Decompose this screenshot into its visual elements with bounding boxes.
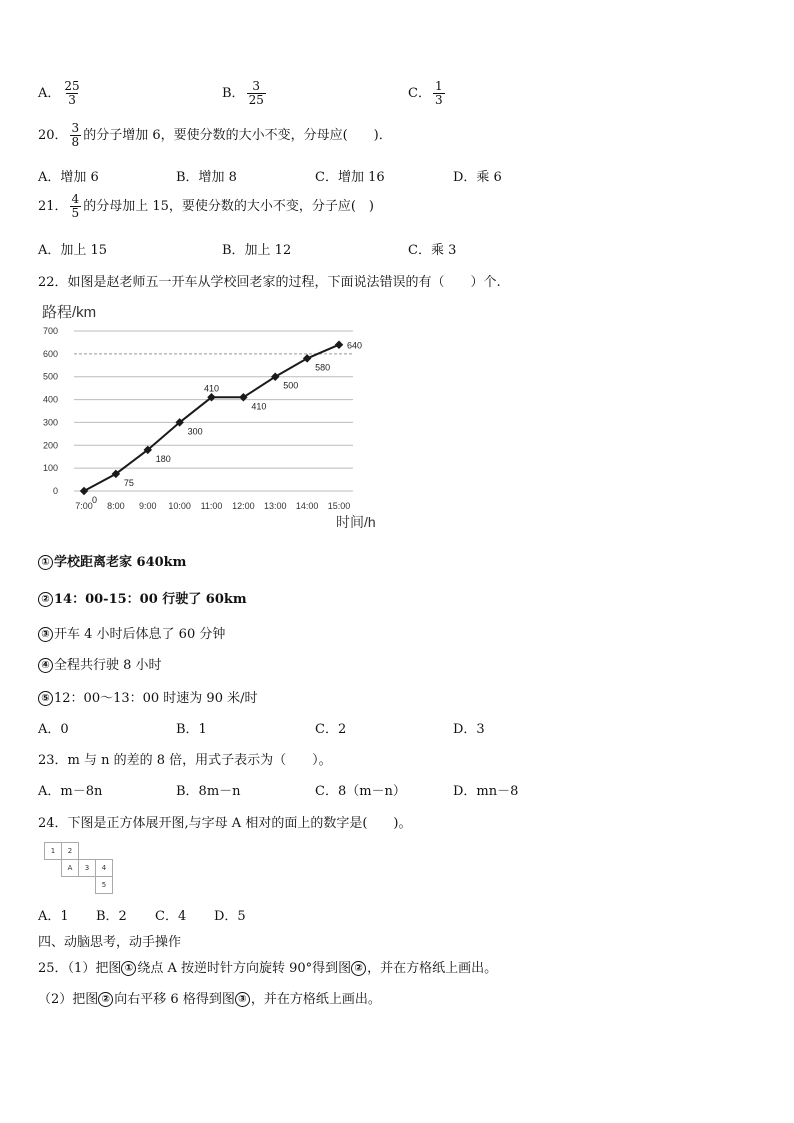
net-face-1: 1 [45,843,62,860]
data-point-marker [303,354,311,362]
q22-title: 22．如图是赵老师五一开车从学校回老家的过程，下面说法错误的有（ ）个. [38,275,501,290]
q20-option-b: B．增加 8 [176,170,237,185]
data-label: 410 [251,401,267,412]
q23-option-b: B．8m－n [176,784,241,799]
statement-text: 开车 4 小时后体息了 60 分钟 [54,627,226,642]
net-face-2: 2 [62,843,79,860]
section-4-title: 四、动脑思考，动手操作 [38,935,182,950]
circled-number-1: ① [121,961,136,976]
q25-part-1 [38,957,497,976]
statement-text: 全程共行驶 8 小时 [54,658,162,673]
q22-option-d: D．3 [453,722,485,737]
q22-statement-1 [38,551,186,570]
y-tick-label: 500 [42,371,58,382]
net-empty [62,877,79,894]
q19-option-a [38,80,84,107]
q20-option-c: C．增加 16 [315,170,385,185]
fraction-denominator: 8 [71,135,80,149]
x-tick-label: 11:00 [200,501,223,511]
net-empty [96,843,113,860]
x-tick-label: 15:00 [327,501,351,511]
chart-x-axis-label: 时间/h [336,514,376,530]
cube-net-diagram [44,842,113,894]
q20-text: 的分子增加 6，要使分数的大小不变，分母应( )． [83,128,392,143]
circled-number-3: ③ [38,627,53,642]
data-label: 75 [123,477,134,488]
net-face-a: A [62,860,79,877]
y-tick-label: 300 [42,417,58,428]
x-tick-label: 12:00 [232,501,255,511]
q22-statement-4 [38,654,162,673]
circled-number-4: ④ [38,658,53,673]
q22-option-a: A．0 [38,722,69,737]
q24-option-b: B．2 [96,909,127,924]
chart-series-line [84,345,339,491]
q22-statement-2 [38,588,247,607]
data-label: 580 [315,362,331,373]
fraction-denominator: 3 [68,93,76,107]
data-label: 180 [155,453,171,464]
fraction-numerator: 3 [71,121,80,135]
q20-option-d: D．乘 6 [453,170,502,185]
q19-option-c [408,80,447,107]
q25-1-text-post: ，并在方格纸上画出。 [367,961,498,976]
data-label: 500 [283,380,299,391]
y-tick-label: 200 [42,440,58,451]
q25-part-2 [38,988,381,1007]
q25-1-text-pre: 25．（1）把图 [38,961,122,976]
data-point-marker [80,487,88,495]
q21-option-b: B．加上 12 [222,243,292,258]
q23-option-d: D．mn－8 [453,784,519,799]
q21-stem [38,193,374,220]
q23-option-a: A．m－8n [38,784,103,799]
net-face-4: 4 [96,860,113,877]
chart-y-axis-label: 路程/km [42,304,97,321]
q23-title: 23．m 与 n 的差的 8 倍，用式子表示为（ ）。 [38,753,332,768]
circled-number-1: ① [38,555,53,570]
statement-text: 学校距离老家 640km [54,555,187,570]
q21-option-c: C．乘 3 [408,243,457,258]
chart-gridlines [74,331,353,491]
q20-option-a: A．增加 6 [38,170,99,185]
q22-option-b: B．1 [176,722,207,737]
fraction-numerator: 25 [64,79,80,93]
fraction-numerator: 1 [434,79,443,93]
data-label: 0 [92,495,98,505]
circled-number-2: ② [351,961,366,976]
q25-1-text-mid: 绕点 A 按逆时针方向旋转 90°得到图 [137,961,352,976]
fraction-denominator: 25 [248,93,264,107]
net-face-3: 3 [79,860,96,877]
x-tick-label: 10:00 [168,501,191,511]
y-tick-label: 0 [52,486,58,496]
fraction-numerator: 3 [252,79,261,93]
q24-option-d: D．5 [214,909,246,924]
q20-stem [38,122,392,149]
q25-2-text-mid: 向右平移 6 格得到图 [114,992,235,1007]
q21-text: 的分母加上 15，要使分数的大小不变，分子应( ) [83,199,375,214]
q24-title: 24．下图是正方体展开图,与字母 A 相对的面上的数字是( )。 [38,816,412,831]
q22-option-c: C．2 [315,722,347,737]
data-point-marker [335,340,343,348]
q25-2-text-post: ，并在方格纸上画出。 [250,992,381,1007]
q23-option-c: C．8（m－n） [315,784,406,799]
net-empty [79,877,96,894]
x-tick-label: 7:00 [75,501,93,511]
circled-number-5: ⑤ [38,691,53,706]
q19-option-a-fraction [62,80,81,107]
statement-text: 12：00～13：00 时速为 90 米/时 [54,691,258,706]
circled-number-2: ② [98,992,113,1007]
q24-option-a: A．1 [38,909,69,924]
q19-option-c-label: C． [408,86,431,101]
data-label: 300 [187,426,203,437]
q19-option-b-fraction [247,80,266,107]
q25-2-text-pre: （2）把图 [38,992,99,1007]
statement-text: 14：00-15：00 行驶了 60km [54,592,247,607]
q21-fraction [70,193,82,220]
y-tick-label: 100 [42,463,58,474]
y-tick-label: 700 [42,326,58,336]
chart-y-ticks [43,326,58,496]
q19-option-a-label: A． [38,86,61,101]
q21-number: 21． [38,199,68,214]
chart-x-ticks [75,501,350,511]
circled-number-2: ② [38,592,53,607]
net-empty [45,860,62,877]
q20-fraction [70,122,82,149]
y-tick-label: 400 [42,394,58,405]
q21-option-a: A．加上 15 [38,243,108,258]
net-empty [79,843,96,860]
net-empty [45,877,62,894]
q19-option-c-fraction [433,80,445,107]
q19-option-b-label: B． [222,86,245,101]
x-tick-label: 9:00 [138,501,157,511]
data-label: 410 [203,383,220,394]
fraction-numerator: 4 [71,192,80,206]
q22-statement-3 [38,623,225,642]
circled-number-3: ③ [235,992,250,1007]
fraction-denominator: 5 [71,206,80,220]
q24-option-c: C．4 [155,909,187,924]
fraction-denominator: 3 [434,93,443,107]
q22-statement-5 [38,687,258,706]
q19-option-b [222,80,268,107]
x-tick-label: 8:00 [107,501,125,511]
q20-number: 20． [38,128,68,143]
x-tick-label: 14:00 [295,501,319,511]
data-label: 640 [347,340,363,351]
q22-line-chart [36,298,396,534]
net-face-5: 5 [96,877,113,894]
y-tick-label: 600 [42,348,58,359]
x-tick-label: 13:00 [263,501,287,511]
